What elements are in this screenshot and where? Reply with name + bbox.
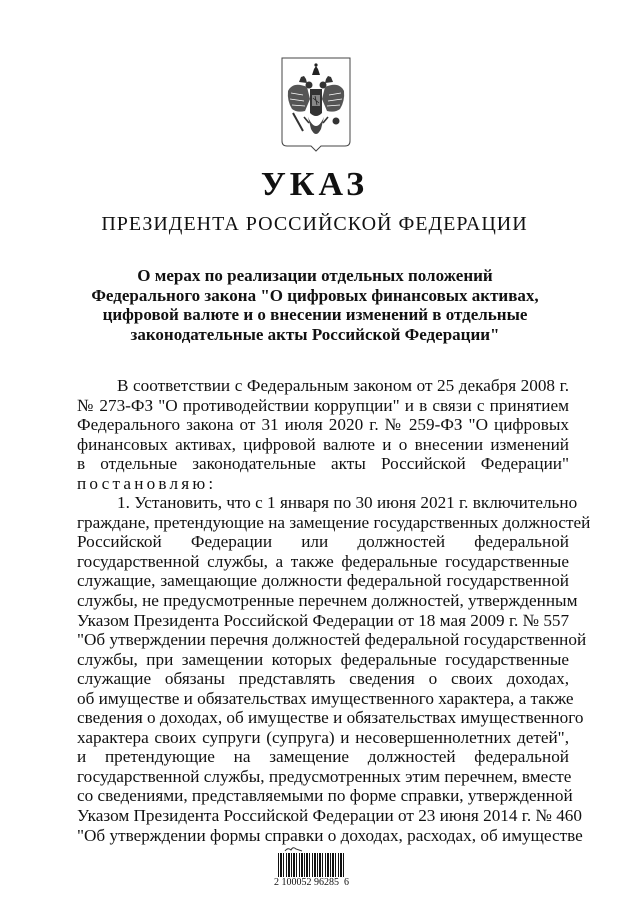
text-line: со сведениями, представляемыми по форме справки, утвержденной (77, 786, 573, 806)
text-line: служащие, замещающие должности федеральной государственной (77, 571, 569, 591)
text-line: государственной службы, предусмотренных этим перечнем, вместе (77, 766, 572, 786)
text-line: 1. Установить, что с 1 января по 30 июня 2021 г. включительно (117, 493, 578, 513)
title-line: цифровой валюте и о внесении изменений в отдельные (102, 305, 528, 325)
text-line: граждане, претендующие на замещение государственных должностей (77, 512, 591, 532)
title-line: Федерального закона "О цифровых финансовых активах, (91, 285, 539, 305)
text-line: Российской Федерации или должностей федеральной (77, 532, 569, 552)
text-line: "Об утверждении перечня должностей федеральной государственной (77, 630, 587, 650)
document-type-heading: УКАЗ (260, 166, 369, 203)
text-line: Федерального закона от 31 июля 2020 г. № 259-ФЗ "О цифровых (77, 415, 569, 435)
text-line: службы, не предусмотренные перечнем должностей, утвержденным (77, 591, 578, 611)
preamble (77, 376, 569, 493)
title-line: законодательные акты Российской Федерации" (130, 324, 500, 344)
barcode-number: 2 100052 96285 6 (274, 877, 349, 888)
barcode-icon (278, 853, 344, 877)
decree-word: постановляю: (77, 473, 217, 493)
text-line: характера своих супруги (супруга) и несовершеннолетних детей", (77, 727, 569, 747)
text-line: сведения о доходах, об имуществе и обязательствах имущественного (77, 708, 584, 728)
text-line: государственной службы, а также федеральные государственные (77, 551, 569, 571)
issuer-heading: ПРЕЗИДЕНТА РОССИЙСКОЙ ФЕДЕРАЦИИ (101, 213, 528, 235)
russian-coat-of-arms-icon (279, 55, 353, 153)
signature-mark-icon (284, 846, 304, 852)
text-line: финансовых активах, цифровой валюте и о внесении изменений (77, 434, 569, 454)
text-line: В соответствии с Федеральным законом от 25 декабря 2008 г. (117, 376, 569, 395)
title-line: О мерах по реализации отдельных положений (137, 266, 493, 285)
text-line: Указом Президента Российской Федерации от 18 мая 2009 г. № 557 (77, 610, 570, 630)
text-line: служащие обязаны представлять сведения о своих доходах, (77, 669, 569, 689)
text-line: службы, при замещении которых федеральные государственные (77, 649, 569, 669)
text-line: "Об утверждении формы справки о доходах, расходах, об имуществе (77, 825, 583, 845)
barcode (274, 846, 349, 894)
text-line: в отдельные законодательные акты Российской Федерации" (77, 454, 569, 474)
text-line: Указом Президента Российской Федерации от 23 июня 2014 г. № 460 (77, 806, 582, 826)
text-line: об имуществе и обязательствах имущественного характера, а также (77, 688, 574, 708)
text-line: № 273-ФЗ "О противодействии коррупции" и в связи с принятием (77, 395, 569, 415)
document-body (77, 376, 591, 845)
paragraph-1 (77, 493, 591, 845)
text-line: и претендующие на замещение должностей федеральной (77, 747, 569, 767)
document-title (90, 266, 540, 344)
